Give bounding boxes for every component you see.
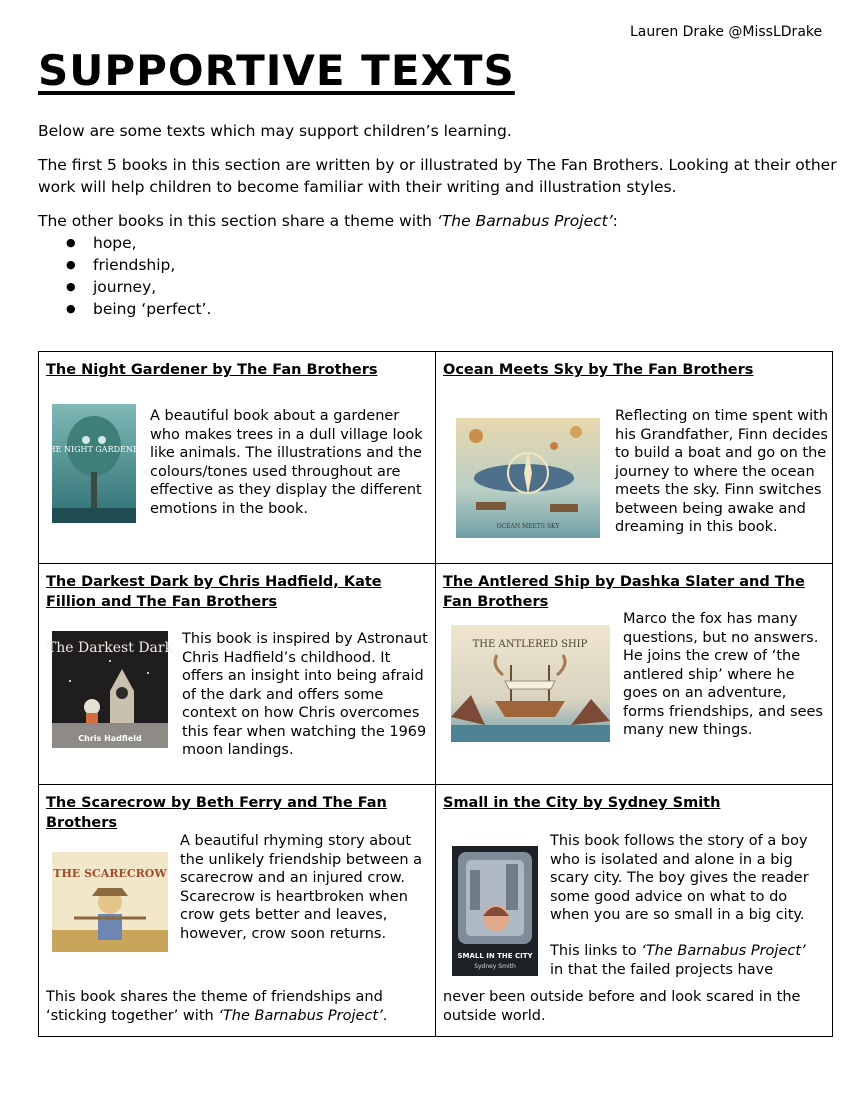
book-title: The Antlered Ship by Dashka Slater and The Fan Brothers [443,574,805,610]
book-cell-scarecrow [46,794,428,1034]
list-item: ● friendship, [93,254,838,276]
book-link-note-start: This links to ‘The Barnabus Project’ in that the failed projects have [550,943,806,978]
book-title: Small in the City by Sydney Smith [443,795,721,811]
svg-text:THE SCARECROW: THE SCARECROW [53,867,167,880]
book-cell-antlered-ship [443,573,829,783]
list-item: ● journey, [93,276,838,298]
books-table [38,351,833,1037]
book-cell-darkest-dark [46,573,428,783]
ocean-meets-sky-cover [456,418,600,538]
book-cell-small-in-the-city [443,794,829,1034]
scarecrow-cover [52,852,168,952]
book-description: Reflecting on time spent with his Grandfather, Finn decides to build a boat and go on the journey to where the ocean meets the sky. Finn switches between being awake and dreaming in this book. [615,408,829,535]
book-title: The Night Gardener by The Fan Brothers [46,362,378,378]
book-description: A beautiful book about a gardener who makes trees in a dull village look like animals. The illustrations and the colours/tones used throughout are effective as they display the different emotions in the book. [150,408,423,517]
book-link-note-end: never been outside before and look scared in the outside world. [443,989,801,1024]
book-cell-night-gardener [43,361,428,561]
book-cell-ocean-meets-sky [443,361,829,561]
author-credit: Lauren Drake @MissLDrake [630,24,823,40]
book-description: This book is inspired by Astronaut Chris Hadfield’s childhood. It offers an insight into being afraid of the dark and offers some context on how Chris overcomes this fear when watching the 1969 moon landings. [182,631,428,758]
book-description: Marco the fox has many questions, but no answers. He joins the crew of ‘the antlered ship’ where he goes on an adventure, forms friendships, and sees many new things. [623,611,823,738]
intro-section [38,120,838,320]
book-description: This book follows the story of a boy who is isolated and alone in a big scary city. The boy gives the reader some good advice on what to do when you are so small in a big city. [550,833,809,923]
book-title: The Darkest Dark by Chris Hadfield, Kate Fillion and The Fan Brothers [46,574,382,610]
svg-text:OCEAN MEETS SKY: OCEAN MEETS SKY [496,523,560,530]
book-description: A beautiful rhyming story about the unlikely friendship between a scarecrow and an injured crow. Scarecrow is heartbroken when crow gets better and leaves, however, crow soon returns. [180,833,423,942]
small-in-the-city-cover [452,846,538,976]
barnabus-title-ref: ‘The Barnabus Project’ [218,1007,383,1024]
darkest-dark-cover [46,631,174,748]
night-gardener-cover [43,404,145,523]
barnabus-title-ref: ‘The Barnabus Project’ [641,943,806,959]
intro-paragraph-1: Below are some texts which may support children’s learning. [38,122,512,140]
svg-text:THE ANTLERED SHIP: THE ANTLERED SHIP [472,639,588,650]
svg-text:SMALL IN THE CITY: SMALL IN THE CITY [457,952,533,960]
intro-paragraph-2: The first 5 books in this section are written by or illustrated by The Fan Brothers. Looking at their other work will help children to become familiar with their writing and illustration styles. [38,156,837,196]
antlered-ship-cover [451,625,610,742]
intro-paragraph-3: The other books in this section share a theme with ‘The Barnabus Project’: [38,212,618,230]
page-title: SUPPORTIVE TEXTS [38,46,515,95]
svg-text:THE NIGHT GARDENER: THE NIGHT GARDENER [43,445,145,454]
list-item: ● hope, [93,232,838,254]
svg-text:The Darkest Dark: The Darkest Dark [46,640,174,656]
theme-list [38,232,838,320]
book-theme-note: This book shares the theme of friendships and ‘sticking together’ with ‘The Barnabus Project’. [46,989,388,1024]
book-title: The Scarecrow by Beth Ferry and The Fan Brothers [46,795,387,831]
book-title: Ocean Meets Sky by The Fan Brothers [443,362,754,378]
barnabus-title-ref: ‘The Barnabus Project’ [436,212,613,230]
list-item: ● being ‘perfect’. [93,298,838,320]
svg-text:Sydney Smith: Sydney Smith [474,963,516,970]
svg-text:Chris Hadfield: Chris Hadfield [78,734,142,743]
